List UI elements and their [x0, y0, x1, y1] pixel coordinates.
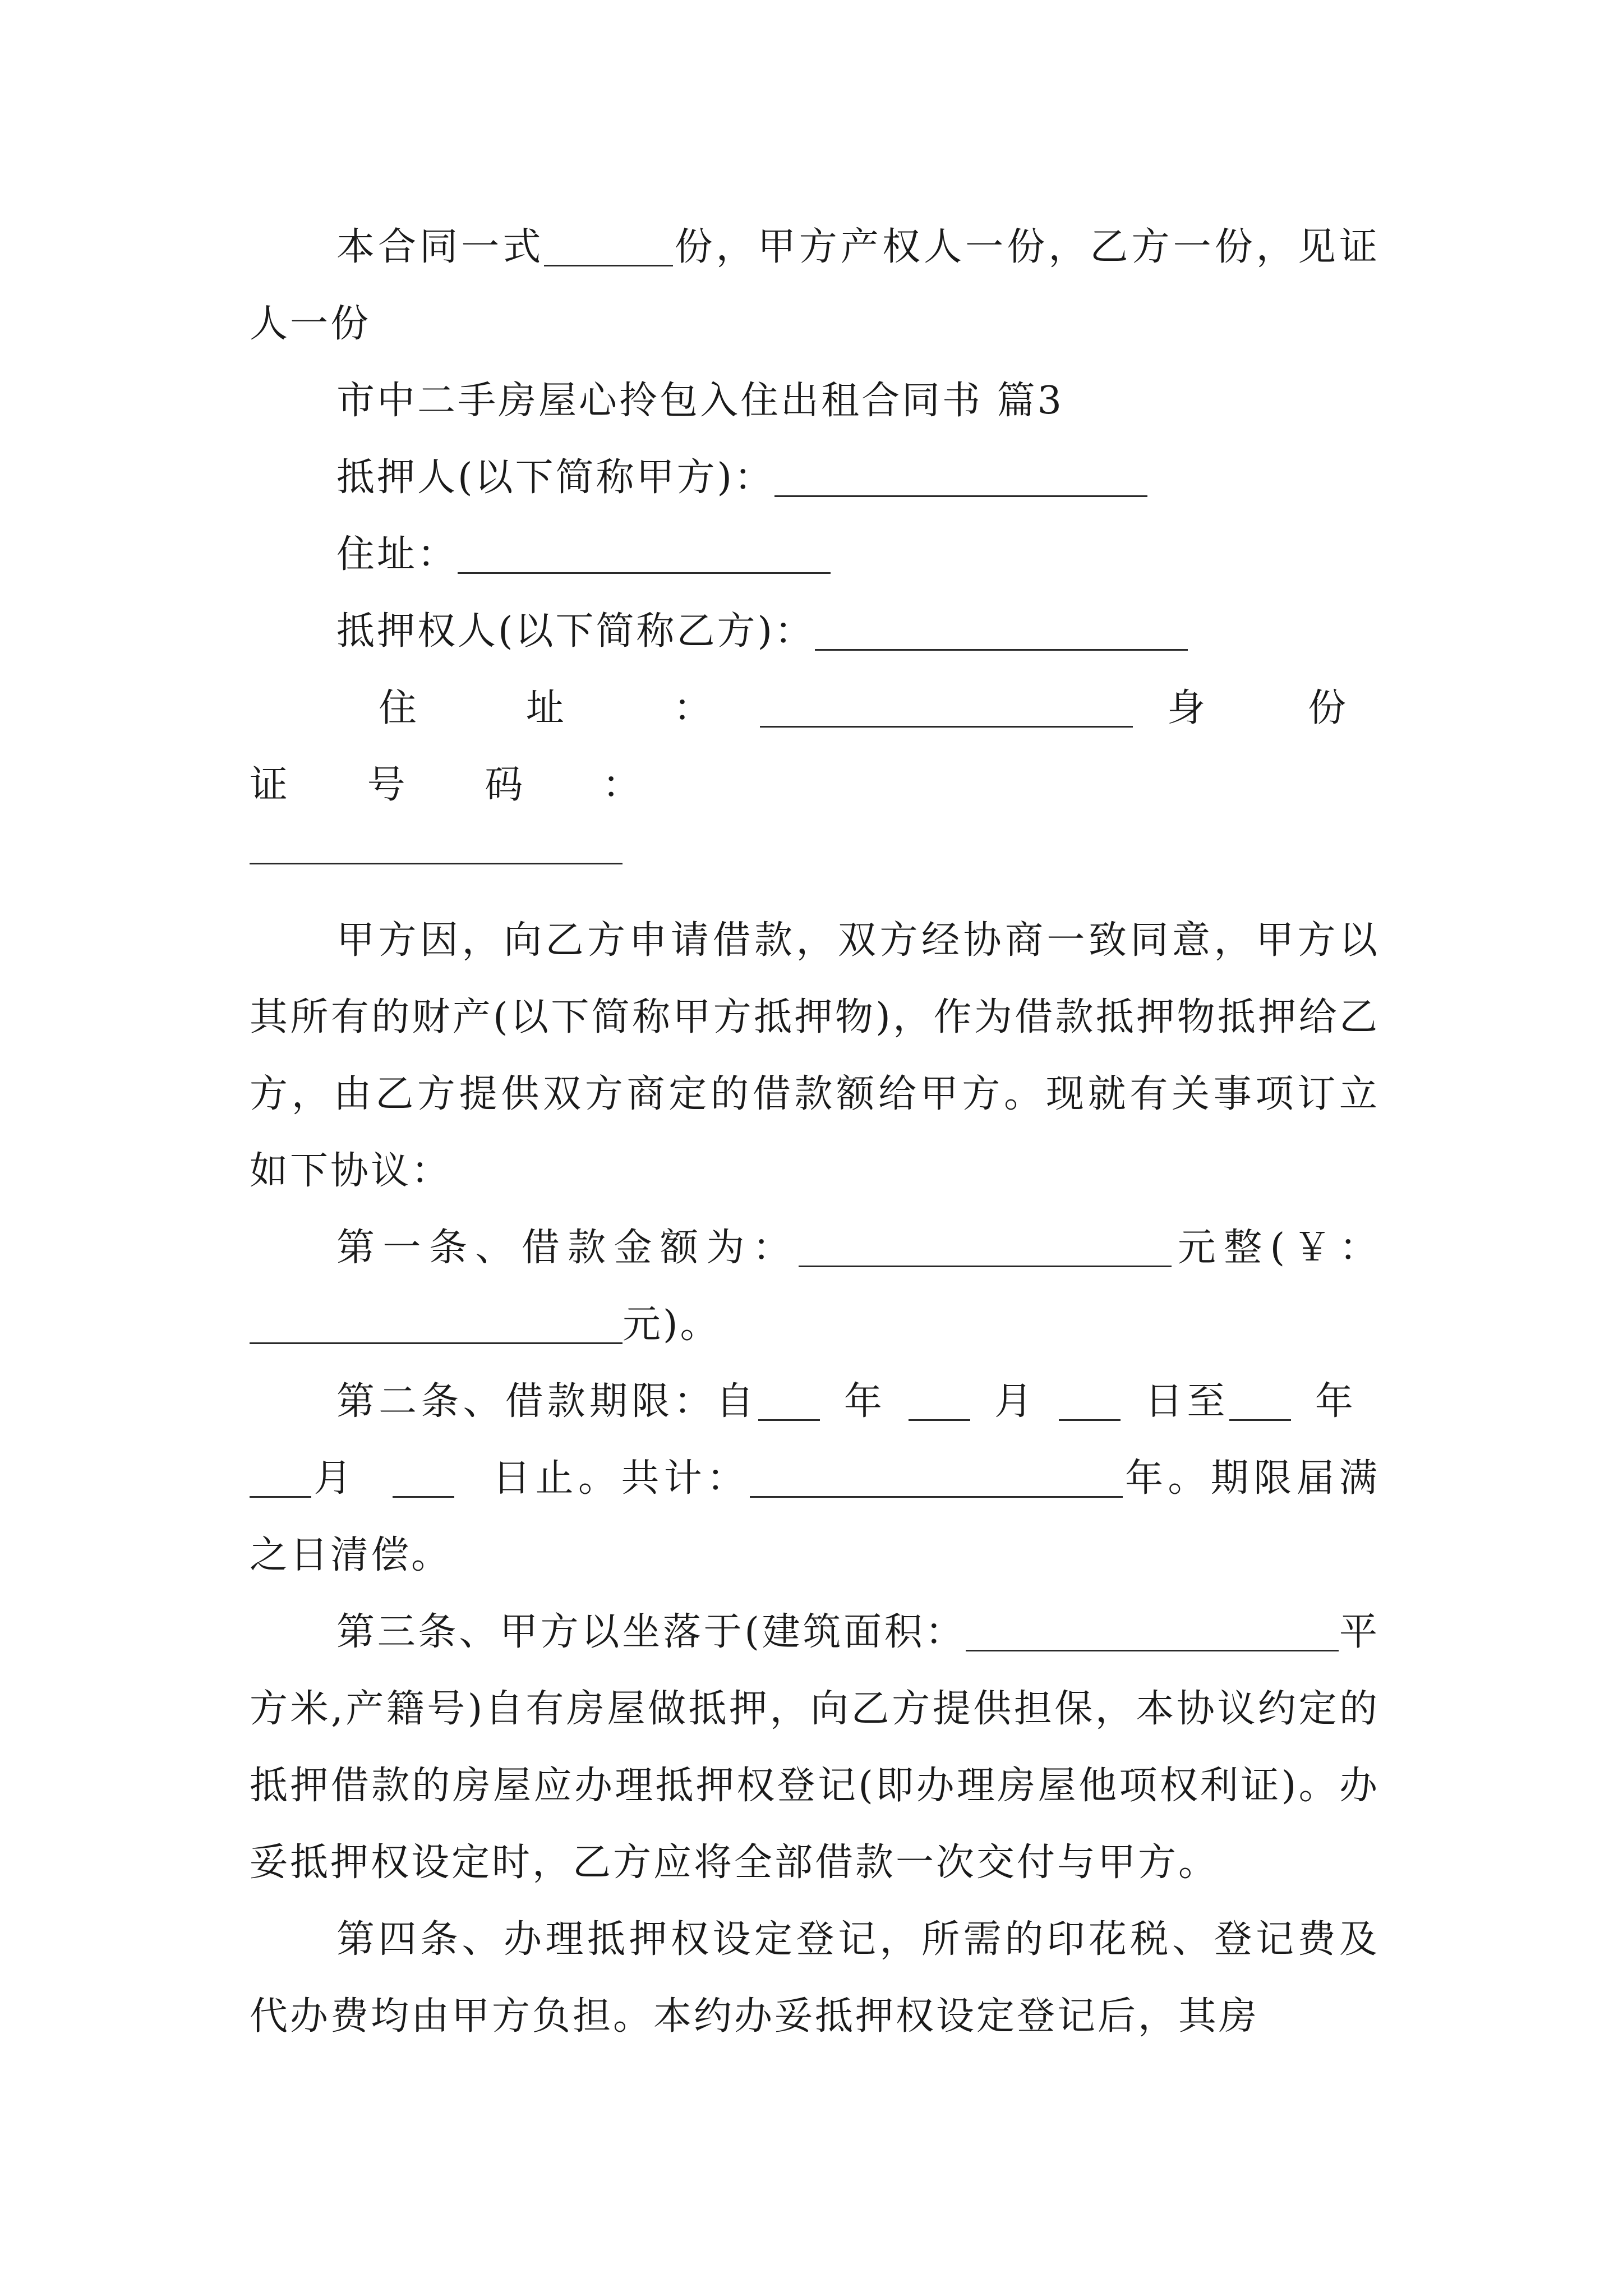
address-id-line: [250, 670, 1380, 823]
address2-label: 住 址 ：: [379, 686, 760, 730]
article-4-text: 第四条、办理抵押权设定登记，所需的印花税、登记费及代办费均由甲方负担。本约办妥抵押权设定登记后，其房: [250, 1917, 1380, 2039]
floor-area-blank: [966, 1612, 1339, 1651]
loan-amount-figure-blank: [250, 1304, 623, 1344]
article-3-text: 平方米,产籍号)自有房屋做抵押，向乙方提供担保，本协议约定的抵押借款的房屋应办理抵押权登记(即办理房屋他项权利证)。办妥抵押权设定时，乙方应将全部借款一次交付与甲方。: [250, 1610, 1380, 1885]
article-2-label: 第二条、借款期限：自: [336, 1379, 758, 1424]
article-1-end: 元)。: [623, 1303, 721, 1347]
article-4: [250, 1901, 1380, 2055]
copies-clause-start: 本合同一式: [336, 225, 545, 269]
start-day-blank: [1059, 1381, 1121, 1421]
start-year-blank: [758, 1381, 820, 1421]
loan-amount-blank: [799, 1227, 1172, 1267]
id-number-blank: [250, 823, 623, 864]
address-line: [250, 516, 1380, 593]
mortgagor-line: [250, 439, 1380, 516]
end-day-unit: 日止。共计：: [490, 1456, 750, 1501]
start-day-unit: 日至: [1143, 1379, 1229, 1424]
mortgagee-blank: [815, 611, 1188, 651]
start-month-blank: [909, 1381, 970, 1421]
copies-clause-end: 份，甲方产权人一份，乙方一份，见证人一份: [250, 225, 1380, 346]
article-1-yuan: 元整(￥：: [1172, 1226, 1380, 1270]
end-month-blank: [250, 1458, 311, 1498]
mortgagee-label: 抵押权人(以下简称乙方)：: [336, 609, 815, 654]
id-number-label: 身 份 证 号 码 ：: [250, 686, 1380, 807]
mortgagee-line: [250, 593, 1380, 670]
end-year-unit: 年: [1313, 1379, 1357, 1424]
end-month-unit: 月: [311, 1456, 357, 1501]
section-heading: [250, 362, 1380, 439]
article-3-label: 第三条、甲方以坐落于(建筑面积：: [336, 1610, 966, 1654]
start-year-unit: 年: [842, 1379, 886, 1424]
document-body: [250, 209, 1380, 2055]
mortgagor-blank: [774, 457, 1147, 497]
article-3: [250, 1594, 1380, 1901]
article-1-label: 第一条、借款金额为：: [336, 1226, 799, 1270]
intro-paragraph: [250, 902, 1380, 1209]
article-2-end: 年。期限届满之日清偿。: [250, 1456, 1380, 1577]
start-month-unit: 月: [992, 1379, 1037, 1424]
address-blank: [458, 534, 831, 574]
article-2: [250, 1363, 1380, 1594]
copies-clause: [250, 209, 1380, 362]
copies-blank: [544, 227, 673, 266]
end-day-blank: [393, 1458, 454, 1498]
address2-blank: [760, 688, 1133, 728]
article-1: [250, 1209, 1380, 1363]
intro-text: 甲方因，向乙方申请借款，双方经协商一致同意，甲方以其所有的财产(以下简称甲方抵押物)，作为借款抵押物抵押给乙方，由乙方提供双方商定的借款额给甲方。现就有关事项订立如下协议：: [250, 918, 1380, 1193]
address-label: 住址：: [336, 532, 458, 577]
mortgagor-label: 抵押人(以下简称甲方)：: [336, 455, 775, 500]
end-year-blank: [1229, 1381, 1291, 1421]
total-years-blank: [750, 1458, 1123, 1498]
section-heading-text: 市中二手房屋心拎包入住出租合同书 篇3: [336, 379, 1064, 423]
